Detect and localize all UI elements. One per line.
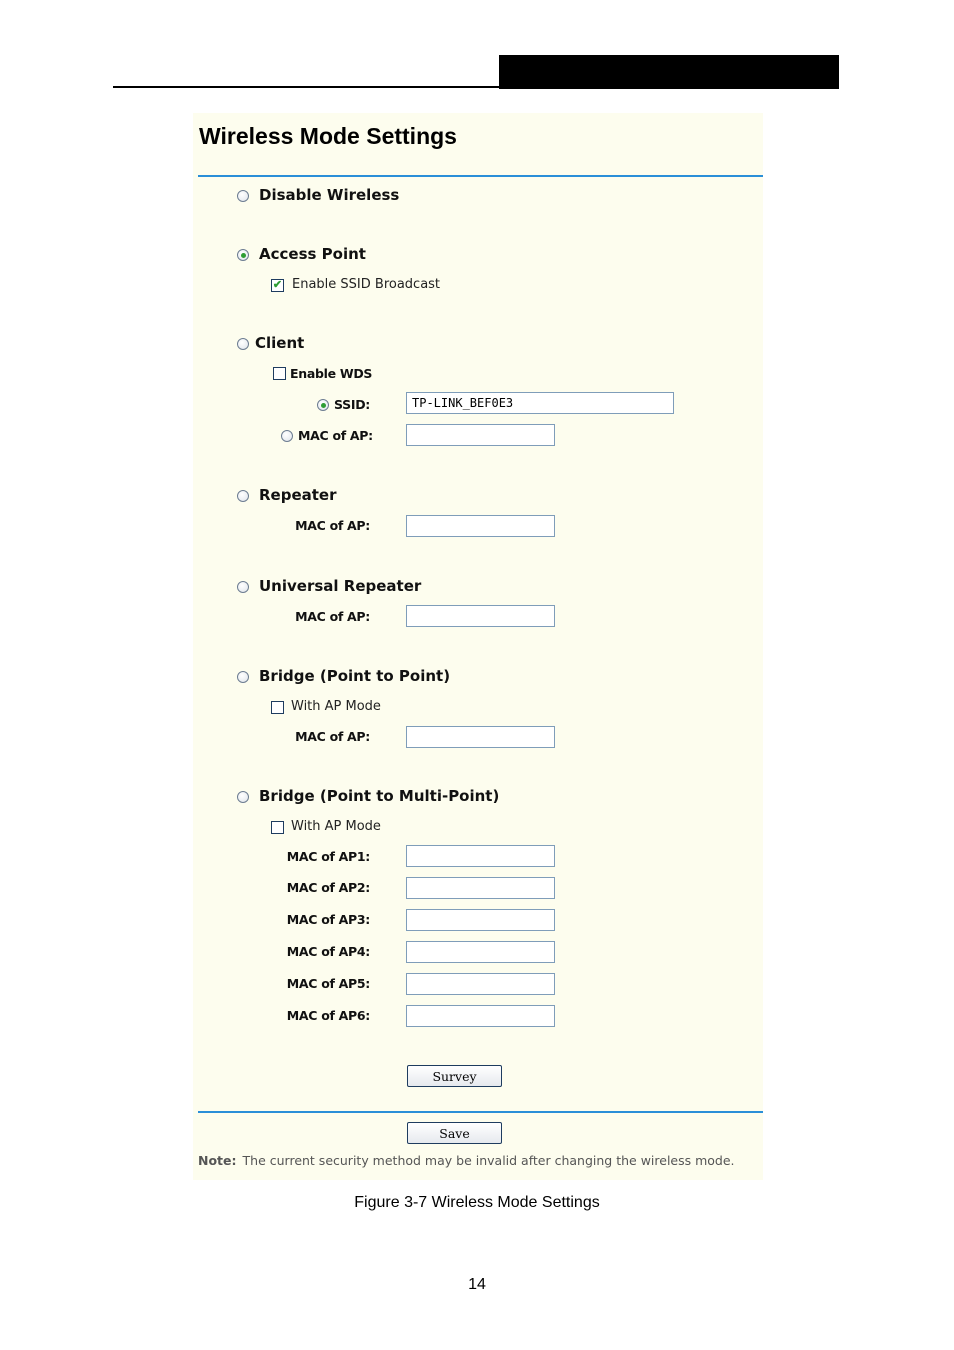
bridge-ptp-radio[interactable] [237,671,249,683]
client-ssid-label: SSID: [334,397,370,412]
wireless-mode-panel [193,113,763,1180]
bridge-ptp-label: Bridge (Point to Point) [259,667,451,685]
page-title: Wireless Mode Settings [199,123,457,149]
note-text: The current security method may be invalid after changing the wireless mode. [242,1153,735,1168]
universal-mac-input[interactable] [406,605,555,627]
client-mac-label: MAC of AP: [298,428,373,443]
bridge-ptmp-radio[interactable] [237,791,249,803]
client-mac-radio[interactable] [281,430,293,442]
client-mac-input[interactable] [406,424,555,446]
bridge-ptmp-label: Bridge (Point to Multi-Point) [259,787,500,805]
save-button[interactable]: Save [407,1122,502,1144]
ptp-with-ap-label: With AP Mode [291,699,381,714]
universal-mac-label: MAC of AP: [295,609,370,624]
survey-button[interactable]: Survey [407,1065,502,1087]
ptmp-mac3-input[interactable] [406,909,555,931]
repeater-radio[interactable] [237,490,249,502]
client-ssid-input[interactable] [406,392,674,414]
enable-wds-checkbox[interactable] [273,367,286,380]
client-ssid-radio[interactable] [317,399,329,411]
repeater-mac-label: MAC of AP: [295,518,370,533]
ssid-broadcast-label: Enable SSID Broadcast [292,277,441,292]
disable-wireless-label: Disable Wireless [259,186,400,204]
header-rule [113,86,839,88]
figure-caption: Figure 3-7 Wireless Mode Settings [354,1194,600,1211]
page-number: 14 [468,1276,486,1293]
ptp-mac-input[interactable] [406,726,555,748]
ptmp-mac1-input[interactable] [406,845,555,867]
ptmp-mac4-label: MAC of AP4: [286,944,370,959]
access-point-radio[interactable] [237,249,249,261]
top-divider [198,175,763,177]
ptmp-with-ap-label: With AP Mode [291,819,381,834]
ptmp-mac6-label: MAC of AP6: [286,1008,370,1023]
repeater-mac-input[interactable] [406,515,555,537]
access-point-label: Access Point [259,245,366,263]
bottom-divider [198,1111,763,1113]
universal-repeater-radio[interactable] [237,581,249,593]
ptp-with-ap-checkbox[interactable] [271,701,284,714]
ptmp-mac2-label: MAC of AP2: [286,880,370,895]
ptmp-with-ap-checkbox[interactable] [271,821,284,834]
note [198,1153,735,1168]
header-black-block [499,55,839,89]
ptmp-mac4-input[interactable] [406,941,555,963]
ptp-mac-label: MAC of AP: [295,729,370,744]
ssid-broadcast-checkbox[interactable]: ✔ [272,279,283,291]
client-radio[interactable] [237,338,249,350]
ptmp-mac5-label: MAC of AP5: [286,976,370,991]
repeater-label: Repeater [259,486,337,504]
ptmp-mac6-input[interactable] [406,1005,555,1027]
note-label: Note: [198,1153,237,1168]
ptmp-mac5-input[interactable] [406,973,555,995]
client-label: Client [255,334,305,352]
ptmp-mac1-label: MAC of AP1: [286,849,370,864]
ptmp-mac3-label: MAC of AP3: [286,912,370,927]
disable-wireless-radio[interactable] [237,190,249,202]
universal-repeater-label: Universal Repeater [259,577,422,595]
ptmp-mac2-input[interactable] [406,877,555,899]
enable-wds-label: Enable WDS [290,366,373,381]
